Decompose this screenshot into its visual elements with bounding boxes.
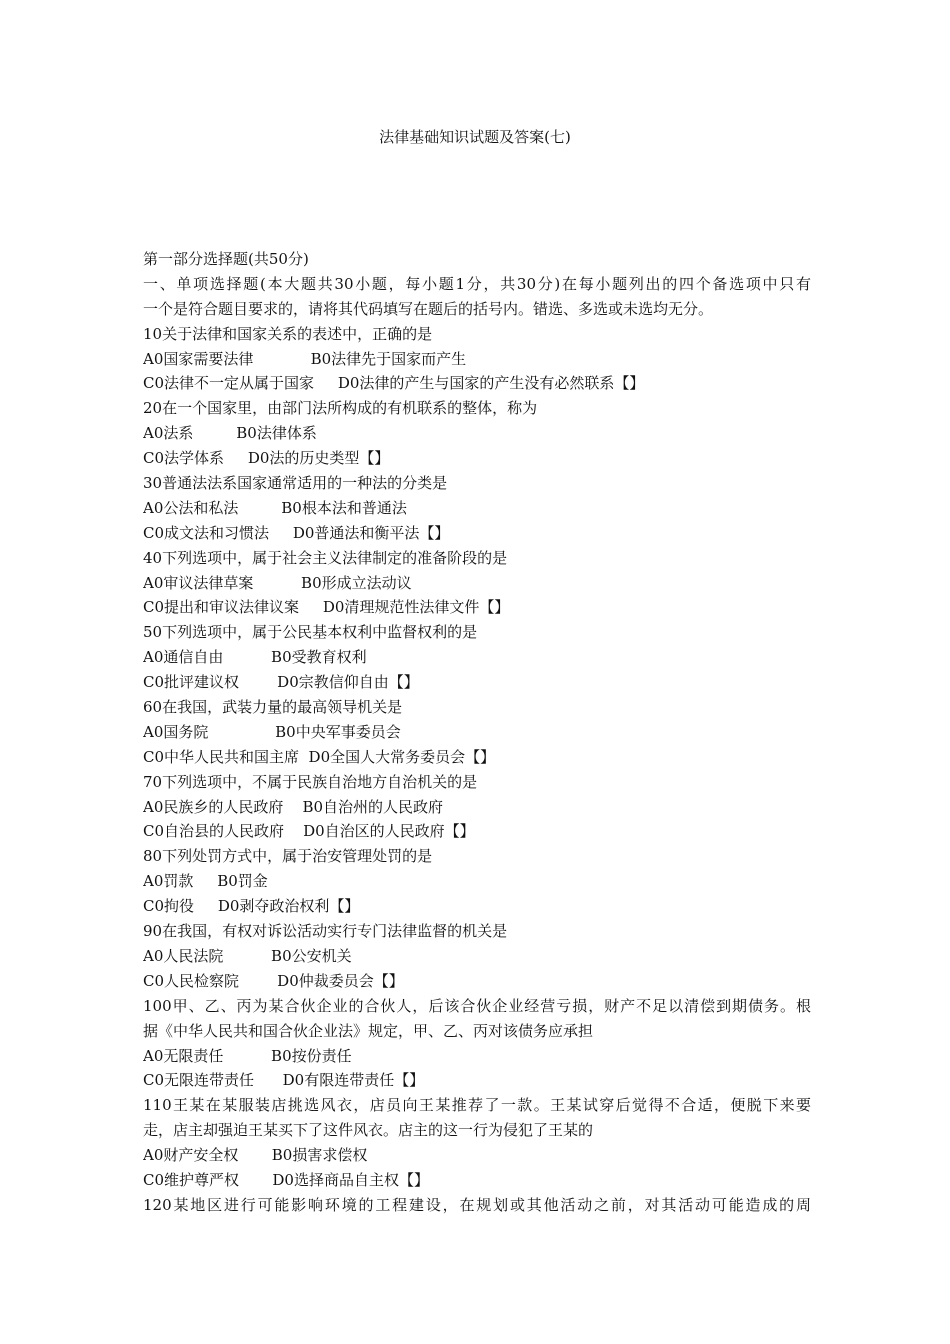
question-text: 60在我国，武装力量的最高领导机关是 [143, 698, 403, 717]
question-text: 走，店主却强迫王某买下了这件风衣。店主的这一行为侵犯了王某的 [143, 1121, 594, 1140]
question-options: A0审议法律草案 B0形成立法动议 [143, 573, 412, 592]
question-text: 20在一个国家里，由部门法所构成的有机联系的整体，称为 [143, 399, 538, 418]
question-options: A0通信自由 B0受教育权利 [143, 648, 367, 667]
question-options: A0国家需要法律 B0法律先于国家而产生 [143, 349, 467, 368]
question-text: 80下列处罚方式中，属于治安管理处罚的是 [143, 847, 433, 866]
instruction-text: 一个是符合题目要求的，请将其代码填写在题后的括号内。错选、多选或未选均无分。 [143, 299, 714, 318]
question-text: 40下列选项中，属于社会主义法律制定的准备阶段的是 [143, 548, 508, 567]
question-options: A0公法和私法 B0根本法和普通法 [143, 498, 407, 517]
question-options: A0罚款 B0罚金 [143, 872, 268, 891]
question-text: 70下列选项中，不属于民族自治地方自治机关的是 [143, 772, 478, 791]
question-options: A0财产安全权 B0损害求偿权 [143, 1146, 368, 1165]
question-text: 120某地区进行可能影响环境的工程建设，在规划或其他活动之前，对其活动可能造成的周 [143, 1195, 811, 1214]
question-text: 50下列选项中，属于公民基本权利中监督权利的是 [143, 623, 478, 642]
section-heading: 第一部分选择题(共50分) [143, 250, 309, 268]
question-options: C0人民检察院 D0仲裁委员会【】 [143, 971, 404, 990]
question-options: C0提出和审议法律议案 D0清理规范性法律文件【】 [143, 598, 510, 617]
question-text: 90在我国，有权对诉讼活动实行专门法律监督的机关是 [143, 922, 508, 941]
question-options: C0批评建议权 D0宗教信仰自由【】 [143, 673, 419, 692]
question-options: A0民族乡的人民政府 B0自治州的人民政府 [143, 797, 444, 816]
instruction-text: 一、单项选择题(本大题共30小题，每小题1分，共30分)在每小题列出的四个备选项中只有 [143, 274, 811, 293]
question-options: C0自治县的人民政府 D0自治区的人民政府【】 [143, 822, 475, 841]
question-text: 30普通法法系国家通常适用的一种法的分类是 [143, 474, 448, 493]
question-text: 10关于法律和国家关系的表述中，正确的是 [143, 324, 433, 343]
question-options: C0中华人民共和国主席 D0全国人大常务委员会【】 [143, 747, 496, 766]
question-options: A0人民法院 B0公安机关 [143, 946, 352, 965]
document-body [143, 247, 811, 1218]
question-options: A0无限责任 B0按份责任 [143, 1046, 352, 1065]
question-options: A0法系 B0法律体系 [143, 424, 317, 443]
document-title: 法律基础知识试题及答案(七) [379, 128, 571, 146]
question-options: A0国务院 B0中央军事委员会 [143, 722, 401, 741]
question-text: 110王某在某服装店挑选风衣，店员向王某推荐了一款。王某试穿后觉得不合适，便脱下来要 [143, 1096, 811, 1115]
question-options: C0法律不一定从属于国家 D0法律的产生与国家的产生没有必然联系【】 [143, 374, 645, 393]
question-text: 100甲、乙、丙为某合伙企业的合伙人，后该合伙企业经营亏损，财产不足以清偿到期债务。根 [143, 996, 811, 1015]
question-options: C0法学体系 D0法的历史类型【】 [143, 449, 390, 468]
question-options: C0无限连带责任 D0有限连带责任【】 [143, 1071, 425, 1090]
question-options: C0维护尊严权 D0选择商品自主权【】 [143, 1170, 429, 1189]
question-options: C0拘役 D0剥夺政治权利【】 [143, 897, 360, 916]
question-options: C0成文法和习惯法 D0普通法和衡平法【】 [143, 523, 450, 542]
question-text: 据《中华人民共和国合伙企业法》规定，甲、乙、丙对该债务应承担 [143, 1021, 594, 1040]
